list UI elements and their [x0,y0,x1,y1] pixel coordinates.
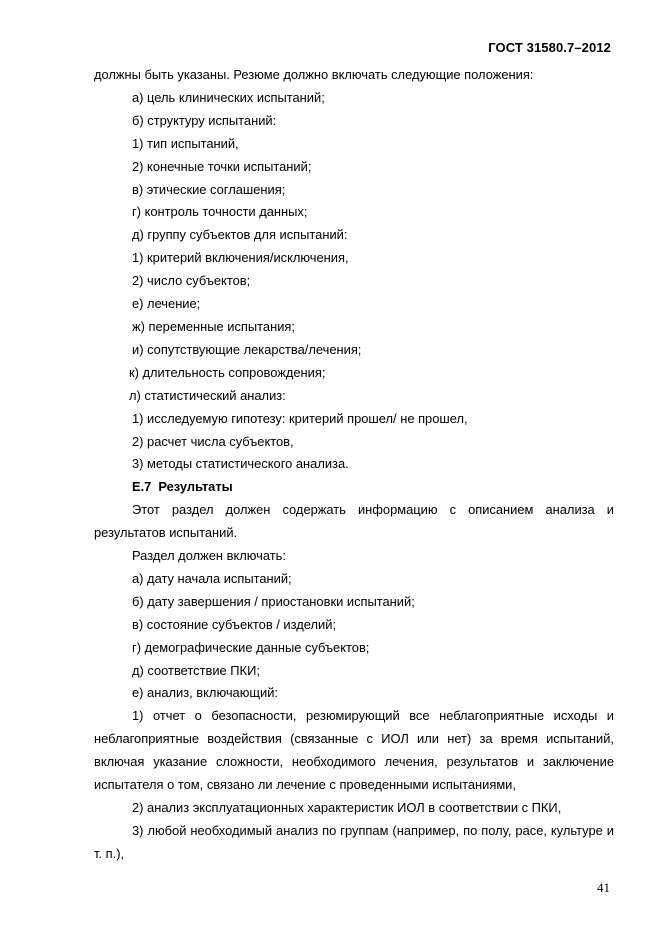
page-body [94,64,614,866]
list-item: д) группу субъектов для испытаний: [132,227,348,243]
list-item: г) контроль точности данных; [132,204,308,220]
list-item: л) статистический анализ: [129,387,286,403]
list-item: 1) тип испытаний, [132,135,239,151]
paragraph: Раздел должен включать: [132,548,286,564]
list-item: 1) исследуемую гипотезу: критерий прошел/ не прошел, [132,410,468,426]
list-item: ж) переменные испытания; [132,318,295,334]
list-item: а) дату начала испытаний; [132,570,292,586]
list-item: е) анализ, включающий: [132,685,278,701]
section-number: Е.7 [132,479,152,495]
paragraph: Этот раздел должен содержать информацию с описанием анализа и результатов испытаний. [94,502,614,541]
section-heading [94,476,614,499]
list-item: 2) конечные точки испытаний; [132,158,312,174]
list-item: 3) методы статистического анализа. [132,456,349,472]
paragraph: 1) отчет о безопасности, резюмирующий все неблагоприятные исходы и неблагоприятные воздействия (связанные с ИОЛ или нет) за время испытаний, включая указание сложности, необходимого лечения, результатов и заключение испытателя о том, связано ли лечение с проведенными испытаниями, [94,708,614,793]
list-item: б) дату завершения / приостановки испытаний; [132,593,415,609]
list-item: к) длительность сопровождения; [129,364,326,380]
list-item: е) лечение; [132,296,201,312]
list-item: и) сопутствующие лекарства/лечения; [132,341,362,357]
document-header: ГОСТ 31580.7–2012 [488,40,611,55]
list-item: б) структуру испытаний: [132,112,277,128]
list-item: г) демографические данные субъектов; [132,639,370,655]
list-item: а) цель клинических испытаний; [132,89,325,105]
list-item: 2) число субъектов; [132,273,251,289]
list-item: в) этические соглашения; [132,181,286,197]
page-number: 41 [597,880,610,895]
text-line: должны быть указаны. Резюме должно включать следующие положения: [94,67,534,82]
list-item: д) соответствие ПКИ; [132,662,260,678]
paragraph: 2) анализ эксплуатационных характеристик ИОЛ в соответствии с ПКИ, [132,800,562,815]
section-title: Результаты [158,479,233,495]
paragraph: 3) любой необходимый анализ по группам (например, по полу, расе, культуре и т. п.), [94,822,614,861]
list-item: 2) расчет числа субъектов, [132,433,294,449]
list-item: 1) критерий включения/исключения, [132,250,349,266]
list-item: в) состояние субъектов / изделий; [132,616,337,632]
